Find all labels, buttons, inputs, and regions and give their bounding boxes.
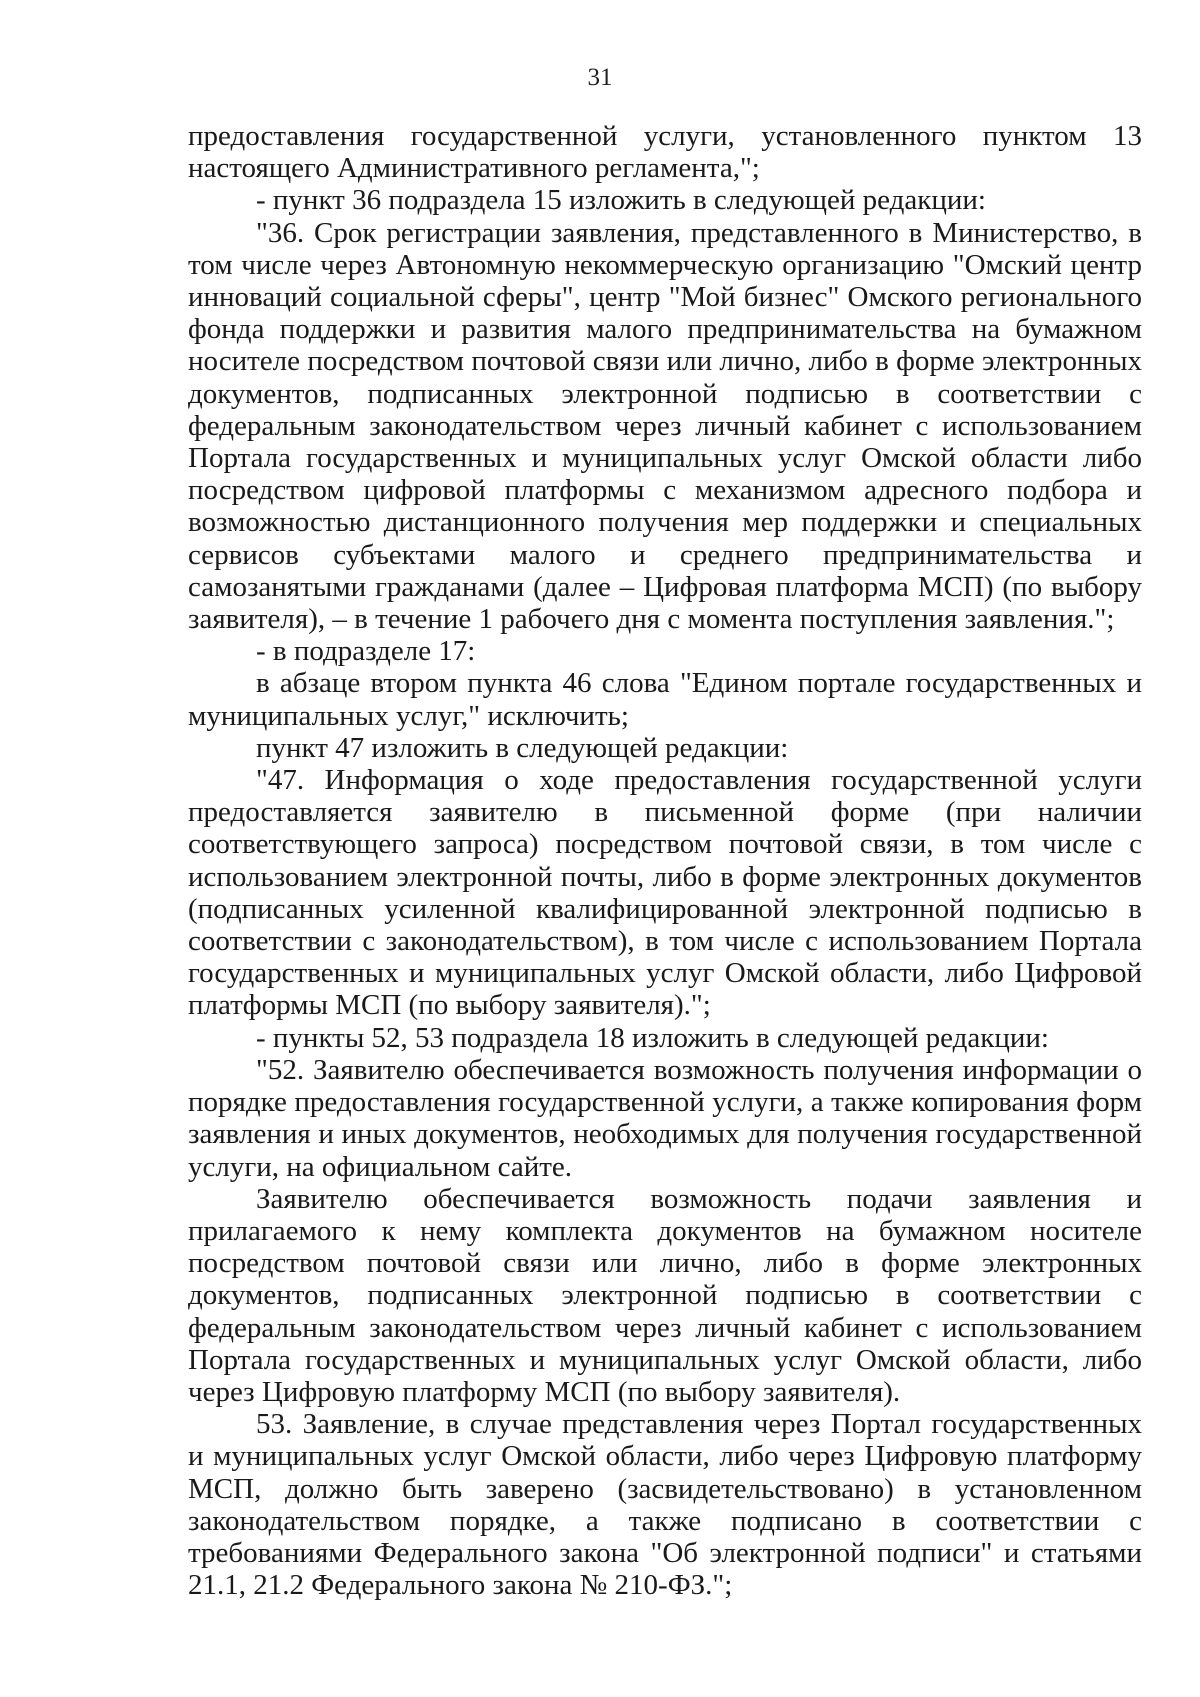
paragraph-subsection-17: - в подразделе 17:: [256, 635, 476, 668]
document-body: [188, 120, 1142, 1601]
paragraph-item-47-text: "47. Информация о ходе предоставления государственной услуги предоставляется заявителю в письменной форме (при наличии соответствующего запроса) посредством почтовой связи, в том числе с использованием электронной почты, либо в форме электронных документов (подписанных усиленной квалифицированной электронной подписью в соответствии с законодательством), в том числе с использованием Портала государственных и муниципальных услуг Омской области, либо Цифровой платформы МСП (по выбору заявителя).";: [188, 764, 1142, 1022]
paragraph-continuation: предоставления государственной услуги, установленного пунктом 13 настоящего Административного регламента,";: [188, 120, 1142, 185]
paragraph-item-46-change: в абзаце втором пункта 46 слова "Едином портале государственных и муниципальных услуг," исключить;: [188, 667, 1142, 732]
paragraph-item-52-second: Заявителю обеспечивается возможность подачи заявления и прилагаемого к нему комплекта документов на бумажном носителе посредством почтовой связи или лично, либо в форме электронных документов, подписанных электронной подписью в соответствии с федеральным законодательством через личный кабинет с использованием Портала государственных и муниципальных услуг Омской области, либо через Цифровую платформу МСП (по выбору заявителя).: [188, 1182, 1142, 1408]
paragraph-items-52-53-intro: - пункты 52, 53 подраздела 18 изложить в следующей редакции:: [256, 1021, 1049, 1054]
paragraph-item-53-text: 53. Заявление, в случае представления через Портал государственных и муниципальных услуг Омской области, либо через Цифровую платформу МСП, должно быть заверено (засвидетельствовано) в установленном законодательством порядке, а также подписано в соответствии с требованиями Федерального закона "Об электронной подписи" и статьями 21.1, 21.2 Федерального закона № 210-ФЗ.";: [188, 1408, 1142, 1602]
paragraph-item-36-text: "36. Срок регистрации заявления, представленного в Министерство, в том числе через Автономную некоммерческую организацию "Омский центр инноваций социальной сферы", центр "Мой бизнес" Омского регионального фонда поддержки и развития малого предпринимательства на бумажном носителе посредством почтовой связи или лично, либо в форме электронных документов, подписанных электронной подписью в соответствии с федеральным законодательством через личный кабинет с использованием Портала государственных и муниципальных услуг Омской области либо посредством цифровой платформы с механизмом адресного подбора и возможностью дистанционного получения мер поддержки и специальных сервисов субъектами малого и среднего предпринимательства и самозанятыми гражданами (далее – Цифровая платформа МСП) (по выбору заявителя), – в течение 1 рабочего дня с момента поступления заявления.";: [188, 216, 1142, 636]
paragraph-item-47-intro: пункт 47 изложить в следующей редакции:: [256, 731, 789, 764]
page-number: 31: [587, 64, 613, 91]
paragraph-item-36-intro: - пункт 36 подраздела 15 изложить в следующей редакции:: [256, 184, 986, 217]
paragraph-item-52-text: "52. Заявителю обеспечивается возможность получения информации о порядке предоставления государственной услуги, а также копирования форм заявления и иных документов, необходимых для получения государственной услуги, на официальном сайте.: [188, 1053, 1142, 1183]
